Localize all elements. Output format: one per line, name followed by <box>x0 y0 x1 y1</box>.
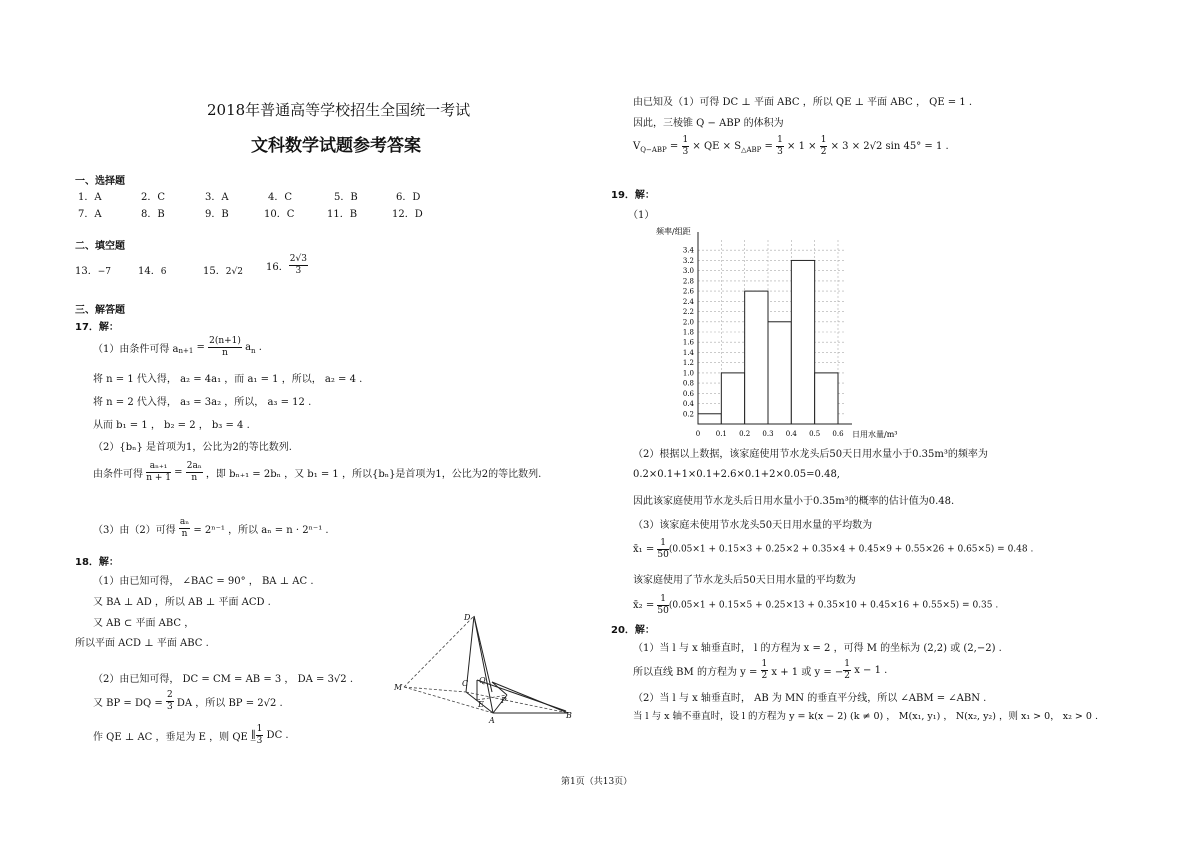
histogram-bar <box>815 373 838 424</box>
q20-line-2: 所以直线 BM 的方程为 y = $\frac{1}{2}$ x + 1 或 y = − $\frac{1}{2}$ x − 1 . <box>633 659 888 681</box>
water-usage-histogram <box>650 220 920 445</box>
x-tick-label: 0.5 <box>809 430 821 438</box>
q18-line-5: （2）由已知可得， DC = CM = AB = 3 ， DA = 3√2 . <box>93 674 354 685</box>
y-tick-label: 2.4 <box>682 297 694 306</box>
y-tick-label: 2.6 <box>682 287 694 296</box>
q17-line-1: （1）由条件可得 $a_{n+1}$ = $\frac{2(n+1)}{n}$ $a_n$ . <box>93 336 262 358</box>
q18-cont-line-3: $V_{Q-ABP}$ = $\frac{1}{3}$ × QE × $S_{\triangle ABP}$ = $\frac{1}{3}$ × 1 × $\frac{1}{2}$ × 3 × 2√2 sin 45° = 1 . <box>633 135 949 157</box>
q20-line-4: 当 l 与 x 轴不垂直时，设 l 的方程为 y = k(x − 2) (k ≠ 0) ， M(x₁, y₁) ， N(x₂, y₂) ，则 x₁ > 0， x₂ > 0 . <box>633 711 1098 722</box>
y-tick-label: 3.4 <box>682 246 694 255</box>
y-tick-label: 3.0 <box>682 267 694 276</box>
q20-line-3: （2）当 l 与 x 轴垂直时， AB 为 MN 的垂直平分线，所以 ∠ABM = ∠ABN . <box>633 693 987 704</box>
q20-label: 20．解： <box>611 625 655 636</box>
q19-label: 19．解： <box>611 190 655 201</box>
choice-answer: 2．C <box>141 192 166 203</box>
q19-part1-label: （1） <box>628 210 655 221</box>
choice-answer: 11．B <box>327 209 358 220</box>
section-heading-fill: 二、填空题 <box>75 241 125 252</box>
q19-line-3: 0.2×0.1+1×0.1+2.6×0.1+2×0.05=0.48, <box>633 469 840 480</box>
q19-line-4: 因此该家庭使用节水龙头后日用水量小于0.35m³的概率的估计值为0.48. <box>633 496 955 507</box>
q19-line-7: 该家庭使用了节水龙头后50天日用水量的平均数为 <box>633 575 856 586</box>
q19-line-8: x̄₂ = $\frac{1}{50}$ (0.05×1 + 0.15×5 + 0.25×13 + 0.35×10 + 0.45×16 + 0.55×5) = 0.35 . <box>633 594 999 616</box>
q17-line-7: （3）由（2）可得 $\frac{\text{aₙ}}{n}$ = 2ⁿ⁻¹ ，所以 aₙ = n · 2ⁿ⁻¹ . <box>93 517 329 539</box>
edge-MC <box>404 687 466 692</box>
choice-answer: 6．D <box>396 192 421 203</box>
q17-line-6: 由条件可得 $\frac{\text{aₙ₊₁}}{n + 1}$ = $\frac{\text{2aₙ}}{n}$ ，即 bₙ₊₁ = 2bₙ ，又 b₁ = 1 ，所以{bₙ}是首项为1，公比为2的等比数列. <box>93 461 542 483</box>
y-tick-label: 1.0 <box>682 369 694 378</box>
q19-line-6: x̄₁ = $\frac{1}{50}$ (0.05×1 + 0.15×3 + 0.25×2 + 0.35×4 + 0.45×9 + 0.55×26 + 0.65×5) = 0.48 . <box>633 538 1034 560</box>
y-tick-label: 0.8 <box>682 379 694 388</box>
y-tick-label: 0.2 <box>682 410 694 419</box>
q17-line-4: 从而 b₁ = 1 ， b₂ = 2 ， b₃ = 4 . <box>93 420 250 431</box>
choice-answer: 3．A <box>205 192 229 203</box>
x-tick-label: 0.6 <box>832 430 844 438</box>
document-title: 2018年普通高等学校招生全国统一考试 <box>207 101 471 119</box>
point-D-label: D <box>464 613 471 622</box>
y-tick-label: 0.4 <box>682 400 694 409</box>
histogram-bar <box>745 291 768 424</box>
q18-line-2: 又 BA ⊥ AD ，所以 AB ⊥ 平面 ACD . <box>93 597 271 608</box>
y-tick-label: 1.8 <box>682 328 694 337</box>
q20-line-1: （1）当 l 与 x 轴垂直时， l 的方程为 x = 2 ，可得 M 的坐标为 (2,2) 或 (2,−2) . <box>633 643 1002 654</box>
fill-answer-14: 14．6 <box>138 266 167 277</box>
x-tick-label: 0 <box>695 430 701 438</box>
q18-line-3: 又 AB ⊂ 平面 ABC ， <box>93 618 195 629</box>
x-tick-label: 0.1 <box>715 430 727 438</box>
x-tick-label: 0.2 <box>739 430 751 438</box>
q18-cont-line-1: 由已知及（1）可得 DC ⊥ 平面 ABC ，所以 QE ⊥ 平面 ABC ， QE = 1 . <box>633 97 973 108</box>
section-heading-solutions: 三、解答题 <box>75 305 125 316</box>
y-tick-label: 2.8 <box>682 277 694 286</box>
histogram-bar <box>698 414 721 424</box>
q18-line-6: 又 BP = DQ = $\frac{2}{3}$ DA ，所以 BP = 2√2 . <box>93 690 283 712</box>
histogram-bar <box>791 260 814 424</box>
q18-line-1: （1）由已知可得， ∠BAC = 90° ， BA ⊥ AC . <box>93 576 314 587</box>
choice-answer: 10．C <box>264 209 295 220</box>
y-tick-label: 2.2 <box>682 308 694 317</box>
q19-line-5: （3）该家庭未使用节水龙头50天日用水量的平均数为 <box>633 520 873 531</box>
q18-line-4: 所以平面 ACD ⊥ 平面 ABC . <box>75 638 209 649</box>
page-footer: 第1页（共13页） <box>561 777 633 787</box>
q17-line-2: 将 n = 1 代入得， a₂ = 4a₁ ，而 a₁ = 1 ，所以， a₂ = 4 . <box>93 374 363 385</box>
choice-answer: 9．B <box>205 209 229 220</box>
histogram-y-axis-label: 频率/组距 <box>656 227 691 236</box>
y-tick-label: 1.4 <box>682 348 694 357</box>
histogram-bar <box>721 373 744 424</box>
q17-line-3: 将 n = 2 代入得， a₃ = 3a₂ ，所以， a₃ = 12 . <box>93 397 312 408</box>
x-tick-label: 0.3 <box>762 430 774 438</box>
choice-answer: 5．B <box>334 192 358 203</box>
point-C-label: C <box>462 679 469 688</box>
histogram-bar <box>768 322 791 424</box>
y-tick-label: 1.6 <box>682 338 694 347</box>
q17-line-5: （2）{bₙ} 是首项为1，公比为2的等比数列. <box>93 442 292 453</box>
document-subtitle: 文科数学试题参考答案 <box>251 136 421 156</box>
point-E-label: E <box>478 700 484 709</box>
q18-cont-line-2: 因此，三棱锥 Q − ABP 的体积为 <box>633 118 784 129</box>
y-tick-label: 2.0 <box>682 318 694 327</box>
q19-line-2: （2）根据以上数据，该家庭使用节水龙头后50天日用水量小于0.35m³的频率为 <box>633 449 988 460</box>
section-heading-choice: 一、选择题 <box>75 176 125 187</box>
point-B-label: B <box>566 711 572 720</box>
y-tick-label: 3.2 <box>682 256 694 265</box>
pyramid-figure <box>390 608 580 726</box>
choice-answer: 12．D <box>392 209 423 220</box>
point-Q-label: Q <box>479 676 486 685</box>
point-P-label: P <box>501 696 507 705</box>
q18-label: 18．解： <box>75 557 119 568</box>
fill-answer-13: 13．−7 <box>75 266 112 277</box>
x-tick-label: 0.4 <box>785 430 797 438</box>
point-M-label: M <box>394 683 403 692</box>
fill-answer-15: 15．2√2 <box>203 266 243 277</box>
fill-answer-16: 16． $\frac{2√3}{3}$ <box>266 254 307 276</box>
q17-label: 17．解： <box>75 322 119 333</box>
choice-answer: 8．B <box>141 209 165 220</box>
choice-answer: 4．C <box>268 192 293 203</box>
q18-line-7: 作 QE ⊥ AC ，垂足为 E ，则 QE ∥̲ $\frac{1}{3}$ DC . <box>93 724 289 746</box>
y-tick-label: 1.2 <box>682 359 694 368</box>
y-tick-label: 0.6 <box>682 389 694 398</box>
point-A-label: A <box>489 716 495 725</box>
histogram-x-axis-label: 日用水量/m³ <box>852 430 898 439</box>
choice-answer: 7．A <box>78 209 102 220</box>
choice-answer: 1．A <box>78 192 102 203</box>
